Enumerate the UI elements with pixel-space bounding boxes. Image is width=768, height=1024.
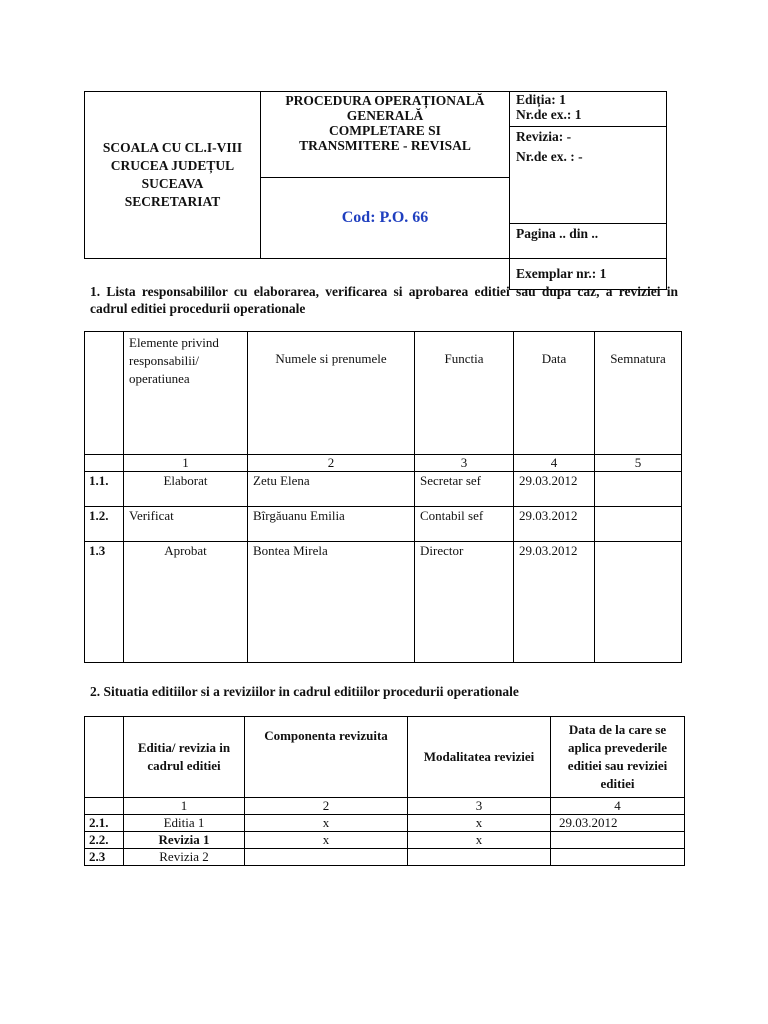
row-edition: Editia 1	[124, 815, 245, 832]
col-header-date: Data	[514, 332, 595, 455]
row-function: Director	[415, 542, 514, 663]
row-name: Zetu Elena	[248, 472, 415, 507]
row-signature	[595, 472, 682, 507]
row-id: 1.2.	[85, 507, 124, 542]
row-modality	[408, 849, 551, 866]
col-number: 1	[124, 455, 248, 472]
row-name: Bontea Mirela	[248, 542, 415, 663]
table-row	[85, 542, 682, 663]
row-name: Bîrgăuanu Emilia	[248, 507, 415, 542]
table-row	[85, 472, 682, 507]
school-name: SCOALA CU CL.I-VIII CRUCEA JUDEȚUL SUCEAVA SECRETARIAT	[85, 92, 261, 259]
revision-info: Revizia: - Nr.de ex. : -	[510, 127, 667, 224]
row-component	[245, 849, 408, 866]
row-id: 1.1.	[85, 472, 124, 507]
row-apply-date	[551, 849, 685, 866]
col-number: 2	[245, 798, 408, 815]
row-id: 2.3	[85, 849, 124, 866]
col-header-function: Functia	[415, 332, 514, 455]
col-number: 3	[408, 798, 551, 815]
procedure-code: Cod: P.O. 66	[261, 178, 510, 259]
row-operation: Verificat	[124, 507, 248, 542]
col-header-name: Numele si prenumele	[248, 332, 415, 455]
editions-table	[84, 716, 685, 866]
section-1-title: 1. Lista responsabililor cu elaborarea, verificarea si aprobarea editiei sau dupa caz, a reviziei in cadrul editiei procedurii operationale	[90, 284, 678, 316]
row-date: 29.03.2012	[514, 507, 595, 542]
row-id: 2.2.	[85, 832, 124, 849]
row-function: Contabil sef	[415, 507, 514, 542]
col-header-operation: Elemente privind responsabilii/ operatiunea	[124, 332, 248, 455]
col-header-signature: Semnatura	[595, 332, 682, 455]
table-row	[85, 849, 685, 866]
col-number: 3	[415, 455, 514, 472]
row-edition: Revizia 2	[124, 849, 245, 866]
col-header-modality: Modalitatea reviziei	[408, 717, 551, 798]
col-header-edition: Editia/ revizia in cadrul editiei	[124, 717, 245, 798]
row-operation: Aprobat	[124, 542, 248, 663]
col-number: 1	[124, 798, 245, 815]
col-header-component: Componenta revizuita	[245, 717, 408, 798]
row-component: x	[245, 815, 408, 832]
row-signature	[595, 542, 682, 663]
col-header-apply-date: Data de la care se aplica prevederile editiei sau reviziei editiei	[551, 717, 685, 798]
procedure-title: PROCEDURA OPERAȚIONALĂ GENERALĂ COMPLETARE SI TRANSMITERE - REVISAL	[261, 92, 510, 178]
table-row	[85, 815, 685, 832]
row-edition: Revizia 1	[124, 832, 245, 849]
row-id: 1.3	[85, 542, 124, 663]
row-apply-date: 29.03.2012	[551, 815, 685, 832]
exemplar-info: Exemplar nr.: 1	[510, 259, 667, 290]
row-date: 29.03.2012	[514, 472, 595, 507]
row-operation: Elaborat	[124, 472, 248, 507]
row-modality: x	[408, 832, 551, 849]
table-row	[85, 507, 682, 542]
col-number: 4	[551, 798, 685, 815]
row-date: 29.03.2012	[514, 542, 595, 663]
row-apply-date	[551, 832, 685, 849]
col-number: 2	[248, 455, 415, 472]
row-id: 2.1.	[85, 815, 124, 832]
table-row	[85, 832, 685, 849]
document-header-table	[84, 91, 667, 290]
responsibles-table	[84, 331, 682, 663]
col-number: 5	[595, 455, 682, 472]
row-modality: x	[408, 815, 551, 832]
section-2-title: 2. Situatia editiilor si a reviziilor in cadrul editiilor procedurii operationale	[90, 684, 519, 699]
row-function: Secretar sef	[415, 472, 514, 507]
row-signature	[595, 507, 682, 542]
col-number: 4	[514, 455, 595, 472]
edition-info: Ediția: 1 Nr.de ex.: 1	[510, 92, 667, 127]
page-info: Pagina .. din ..	[510, 224, 667, 259]
row-component: x	[245, 832, 408, 849]
